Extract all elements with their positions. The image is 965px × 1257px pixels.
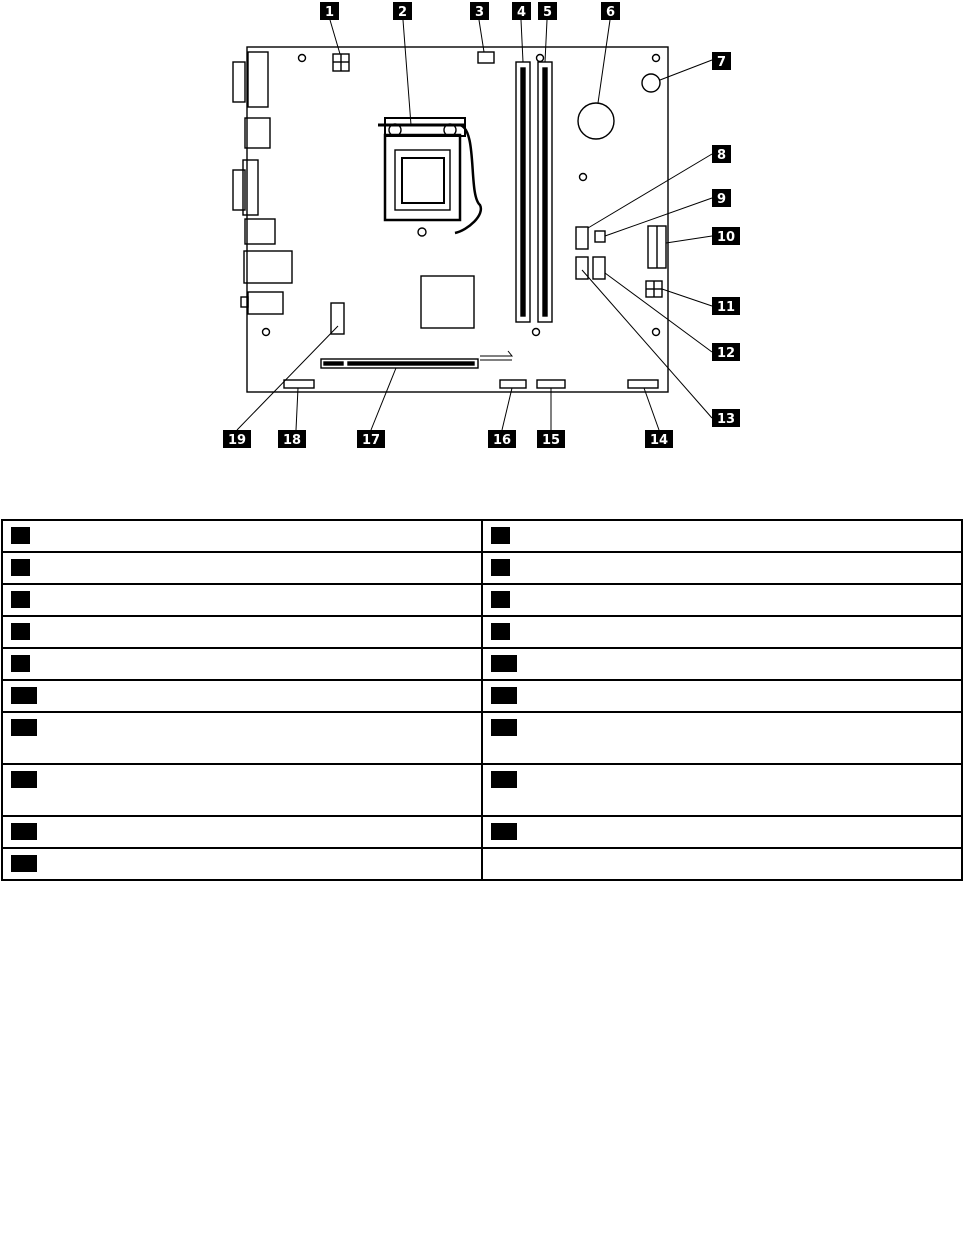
cpu-socket bbox=[385, 135, 460, 220]
legend-badge: 6 bbox=[491, 527, 510, 544]
svg-text:4: 4 bbox=[516, 5, 527, 20]
callout-16 bbox=[488, 430, 516, 448]
svg-text:11: 11 bbox=[716, 300, 736, 315]
legend-badge: 15 bbox=[11, 855, 37, 872]
svg-text:7: 7 bbox=[716, 55, 727, 70]
m2-slot bbox=[331, 303, 344, 334]
jumper bbox=[595, 231, 605, 242]
chipset bbox=[421, 276, 474, 328]
svg-text:14: 14 bbox=[649, 433, 669, 448]
callout-15 bbox=[537, 430, 565, 448]
header-14 bbox=[628, 380, 658, 388]
legend-badge: 9 bbox=[491, 623, 510, 640]
legend-badge: 5 bbox=[11, 655, 30, 672]
legend-row bbox=[2, 648, 962, 680]
legend-badge: 14 bbox=[11, 823, 37, 840]
legend-badge: 13 bbox=[11, 771, 37, 788]
svg-text:19: 19 bbox=[227, 433, 247, 448]
legend-table bbox=[1, 519, 963, 881]
legend-badge: 19 bbox=[491, 823, 517, 840]
callout-6 bbox=[601, 2, 620, 20]
svg-text:5: 5 bbox=[542, 5, 553, 20]
svg-text:2: 2 bbox=[397, 5, 408, 20]
sata-connector-2 bbox=[576, 257, 588, 279]
legend-row bbox=[2, 712, 962, 764]
callout-18 bbox=[278, 430, 306, 448]
legend-badge: 16 bbox=[491, 687, 517, 704]
legend-empty-cell bbox=[482, 848, 962, 880]
legend-badge: 11 bbox=[11, 687, 37, 704]
mounting-hole bbox=[653, 329, 660, 336]
callout-19 bbox=[223, 430, 251, 448]
rear-io-usb-lan bbox=[244, 251, 292, 283]
legend-row bbox=[2, 764, 962, 816]
svg-text:18: 18 bbox=[282, 433, 302, 448]
callout-7 bbox=[712, 52, 731, 70]
rear-io-audio bbox=[248, 292, 283, 314]
callout-13 bbox=[712, 409, 740, 427]
battery bbox=[578, 103, 614, 139]
svg-text:10: 10 bbox=[716, 230, 736, 245]
legend-row bbox=[2, 680, 962, 712]
svg-text:15: 15 bbox=[541, 433, 561, 448]
legend-badge: 7 bbox=[491, 559, 510, 576]
svg-text:3: 3 bbox=[474, 5, 485, 20]
callout-4 bbox=[512, 2, 531, 20]
mounting-hole bbox=[537, 55, 544, 62]
mounting-hole bbox=[653, 55, 660, 62]
rear-io-vga bbox=[233, 62, 245, 102]
legend-row bbox=[2, 552, 962, 584]
legend-badge: 4 bbox=[11, 623, 30, 640]
motherboard-diagram bbox=[0, 0, 965, 470]
callout-11 bbox=[712, 297, 740, 315]
callout-14 bbox=[645, 430, 673, 448]
legend-badge: 8 bbox=[491, 591, 510, 608]
legend-badge: 17 bbox=[491, 719, 517, 736]
rear-io-usb bbox=[245, 118, 270, 148]
callout-9 bbox=[712, 189, 731, 207]
sata-connector-3 bbox=[593, 257, 605, 279]
fan-connector bbox=[478, 52, 494, 63]
callout-12 bbox=[712, 343, 740, 361]
legend-badge: 12 bbox=[11, 719, 37, 736]
svg-text:12: 12 bbox=[716, 346, 736, 361]
internal-speaker bbox=[642, 74, 660, 92]
mounting-hole bbox=[533, 329, 540, 336]
legend-row bbox=[2, 584, 962, 616]
legend-row bbox=[2, 616, 962, 648]
legend-row bbox=[2, 816, 962, 848]
callout-8 bbox=[712, 145, 731, 163]
mounting-hole bbox=[580, 174, 587, 181]
sata-connector-1 bbox=[576, 227, 588, 249]
svg-text:6: 6 bbox=[605, 5, 616, 20]
callout-3 bbox=[470, 2, 489, 20]
callout-10 bbox=[712, 227, 740, 245]
svg-text:8: 8 bbox=[716, 148, 727, 163]
callout-2 bbox=[393, 2, 412, 20]
svg-text:16: 16 bbox=[492, 433, 512, 448]
header-15 bbox=[537, 380, 565, 388]
legend-badge: 10 bbox=[491, 655, 517, 672]
rear-io-ethernet bbox=[245, 219, 275, 244]
callout-17 bbox=[357, 430, 385, 448]
callout-1 bbox=[320, 2, 339, 20]
mounting-hole bbox=[263, 329, 270, 336]
svg-text:13: 13 bbox=[716, 412, 736, 427]
header-16 bbox=[500, 380, 526, 388]
legend-badge: 3 bbox=[11, 591, 30, 608]
mounting-hole bbox=[299, 55, 306, 62]
legend-badge: 2 bbox=[11, 559, 30, 576]
svg-text:9: 9 bbox=[716, 192, 727, 207]
header-18 bbox=[284, 380, 314, 388]
svg-text:1: 1 bbox=[324, 5, 335, 20]
callout-5 bbox=[538, 2, 557, 20]
legend-row bbox=[2, 848, 962, 880]
legend-row bbox=[2, 520, 962, 552]
legend-badge: 18 bbox=[491, 771, 517, 788]
svg-text:17: 17 bbox=[361, 433, 381, 448]
legend-badge: 1 bbox=[11, 527, 30, 544]
